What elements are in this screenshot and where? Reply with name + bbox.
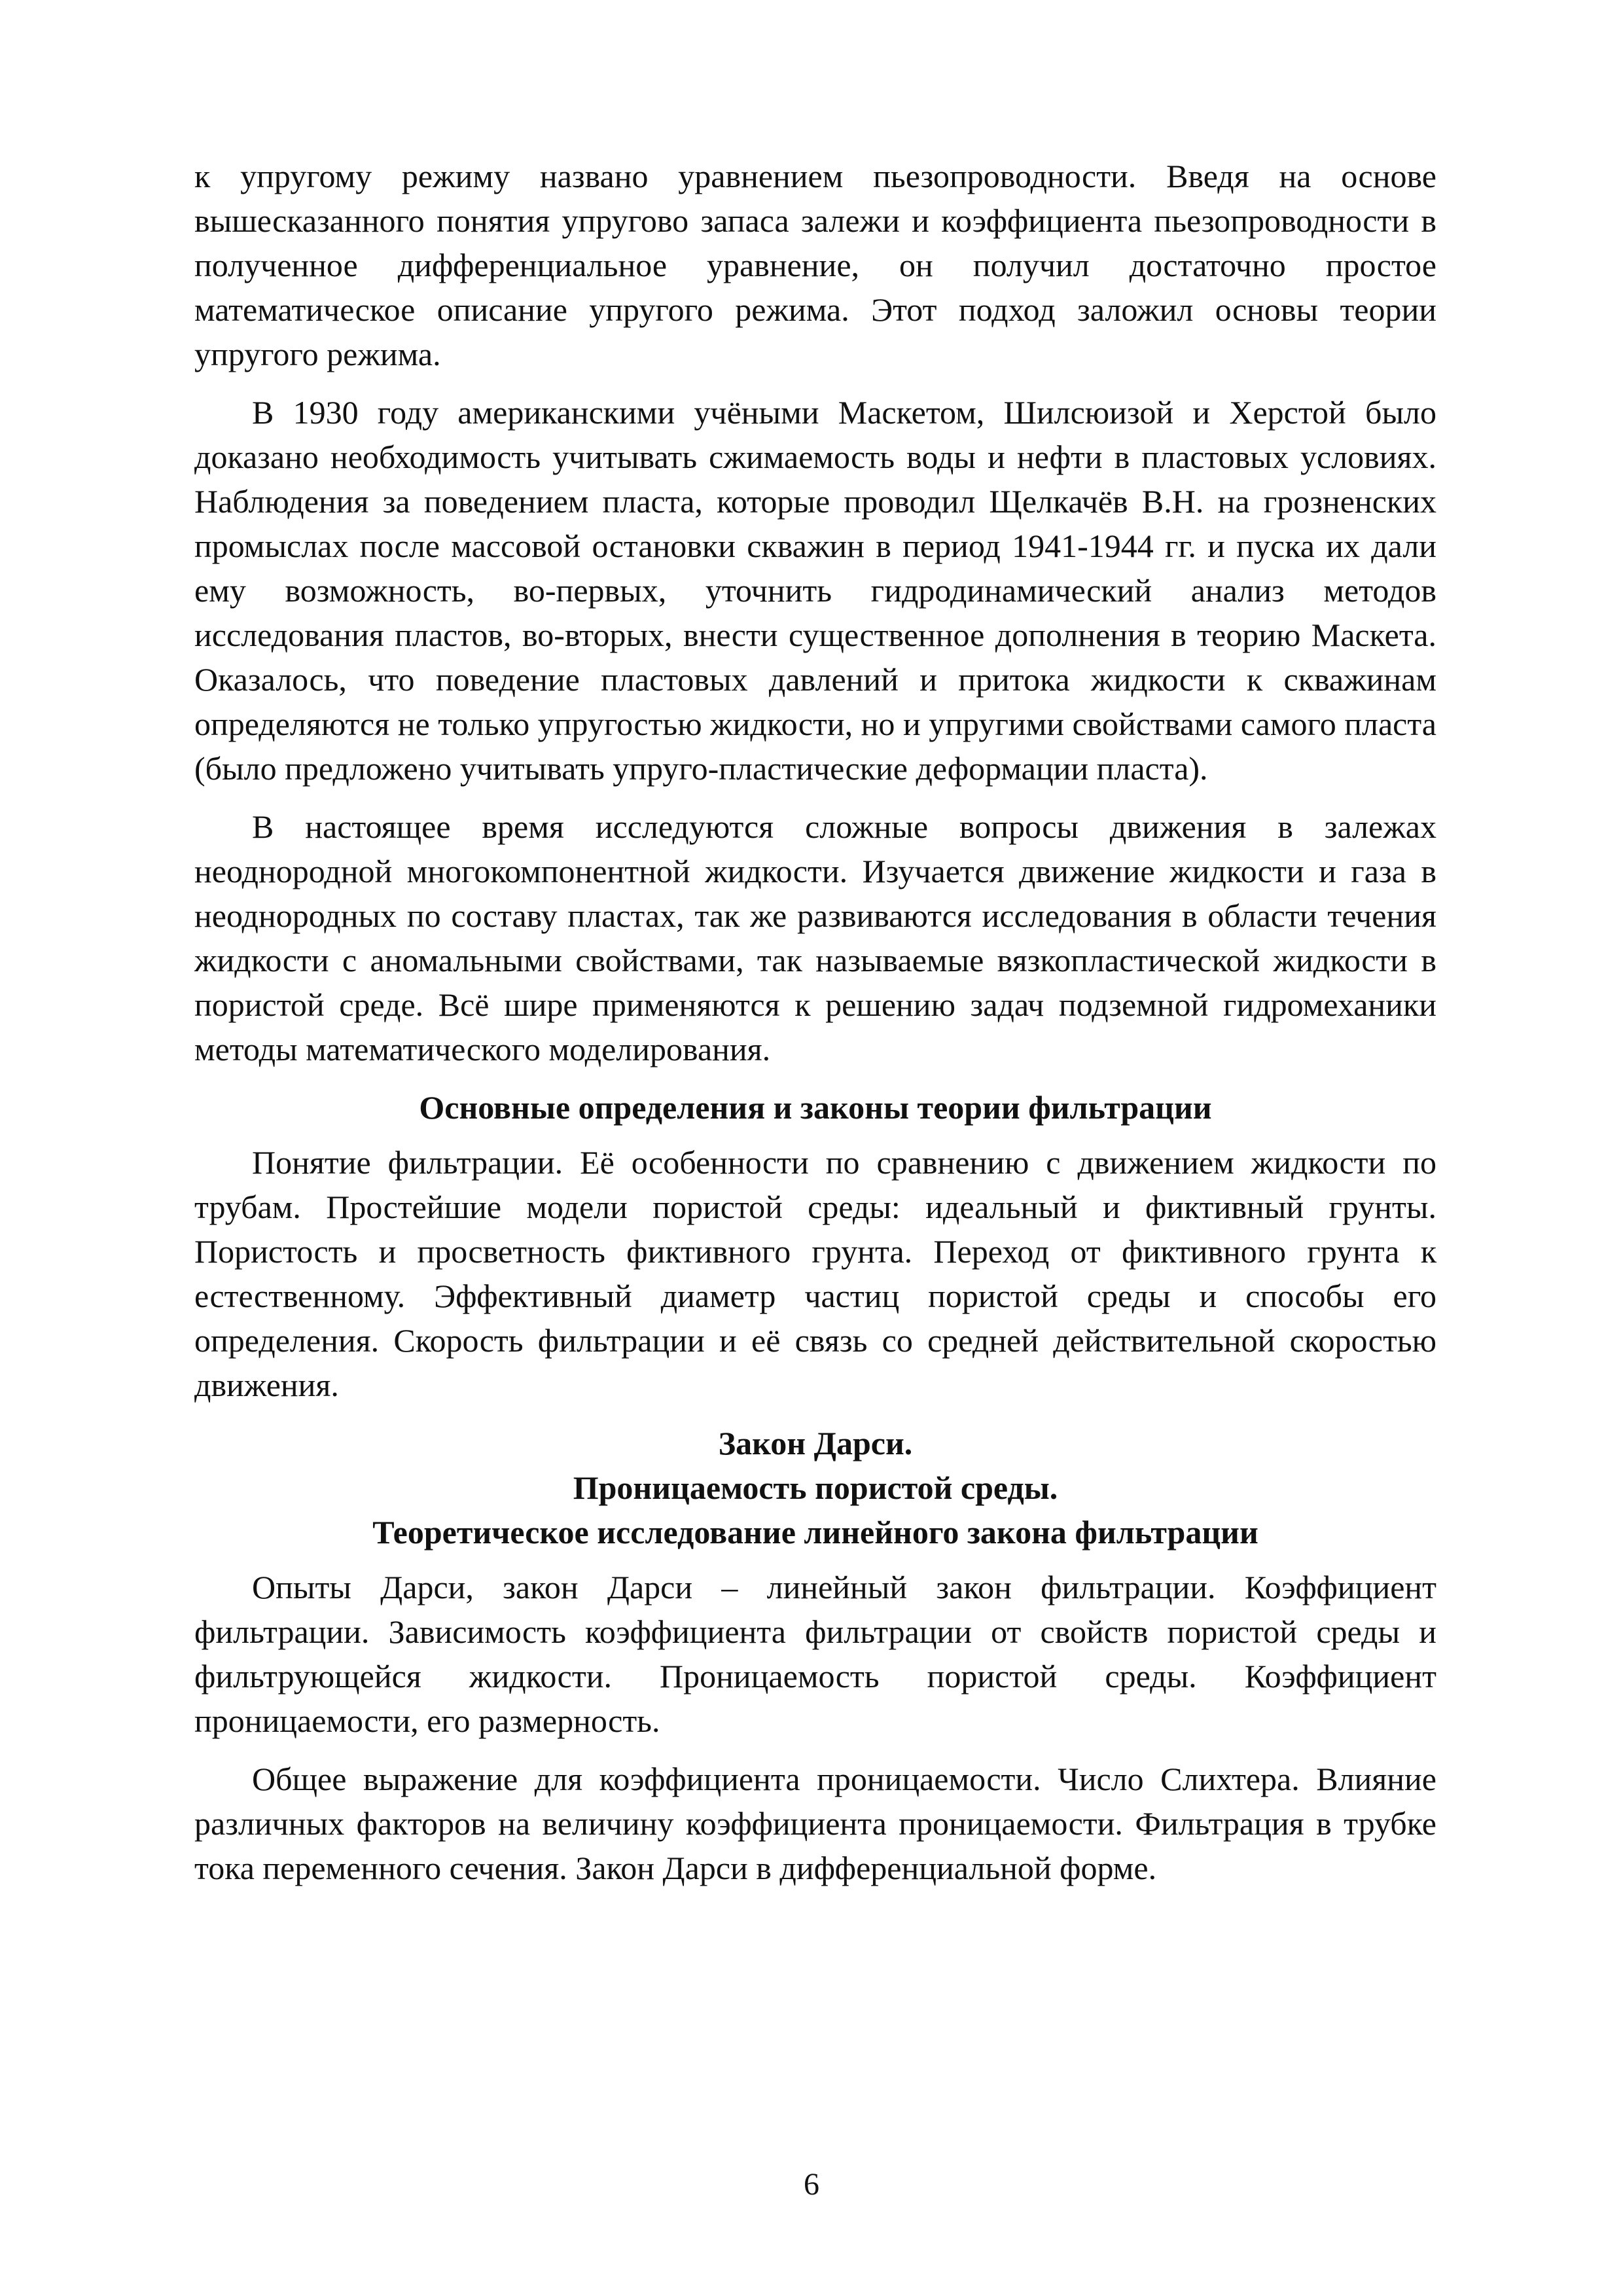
section-heading-darcy-group <box>194 1421 1436 1554</box>
paragraph-current-research: В настоящее время исследуются сложные вопросы движения в залежах неоднородной многокомпонентной жидкости. Изучается движение жидкости и газа в неоднородных по составу пластах, так же развиваются исследования в области течения жидкости с аномальными свойствами, так называемые вязкопластической жидкости в пористой среде. Всё шире применяются к решению задач подземной гидромеханики методы математического моделирования. <box>194 808 1436 1067</box>
paragraph-history-1930: В 1930 году американскими учёными Маскетом, Шилсюизой и Херстой было доказано необходимость учитывать сжимаемость воды и нефти в пластовых условиях. Наблюдения за поведением пласта, которые проводил Щелкачёв В.Н. на грозненских промыслах после массовой остановки скважин в период 1941-1944 гг. и пуска их дали ему возможность, во-первых, уточнить гидродинамический анализ методов исследования пластов, во-вторых, внести существенное дополнения в теорию Маскета. Оказалось, что поведение пластовых давлений и притока жидкости к скважинам определяются не только упругостью жидкости, но и упругими свойствами самого пласта (было предложено учитывать упруго-пластические деформации пласта). <box>194 394 1436 787</box>
heading-permeability: Проницаемость пористой среды. <box>573 1469 1058 1506</box>
paragraph-filtration-concept: Понятие фильтрации. Её особенности по сравнению с движением жидкости по трубам. Простейшие модели пористой среды: идеальный и фиктивный грунты. Пористость и просветность фиктивного грунта. Переход от фиктивного грунта к естественному. Эффективный диаметр частиц пористой среды и способы его определения. Скорость фильтрации и её связь со средней действительной скоростью движения. <box>194 1144 1436 1403</box>
heading-darcy-law: Закон Дарси. <box>718 1425 913 1462</box>
paragraph-permeability-expression: Общее выражение для коэффициента проницаемости. Число Слихтера. Влияние различных факторов на величину коэффициента проницаемости. Фильтрация в трубке тока переменного сечения. Закон Дарси в дифференциальной форме. <box>194 1761 1436 1886</box>
paragraph-elastic-regime-intro: к упругому режиму названо уравнением пьезопроводности. Введя на основе вышесказанного понятия упругово запаса залежи и коэффициента пьезопроводности в полученное дифференциальное уравнение, он получил достаточно простое математическое описание упругого режима. Этот подход заложил основы теории упругого режима. <box>194 158 1436 372</box>
section-heading-filtration-laws: Основные определения и законы теории фильтрации <box>419 1089 1212 1126</box>
page-body <box>194 154 1436 1904</box>
page-number: 6 <box>804 2167 819 2202</box>
heading-linear-law-theory: Теоретическое исследование линейного закона фильтрации <box>372 1514 1258 1551</box>
paragraph-darcy-experiments: Опыты Дарси, закон Дарси – линейный закон фильтрации. Коэффициент фильтрации. Зависимость коэффициента фильтрации от свойств пористой среды и фильтрующейся жидкости. Проницаемость пористой среды. Коэффициент проницаемости, его размерность. <box>194 1569 1436 1739</box>
